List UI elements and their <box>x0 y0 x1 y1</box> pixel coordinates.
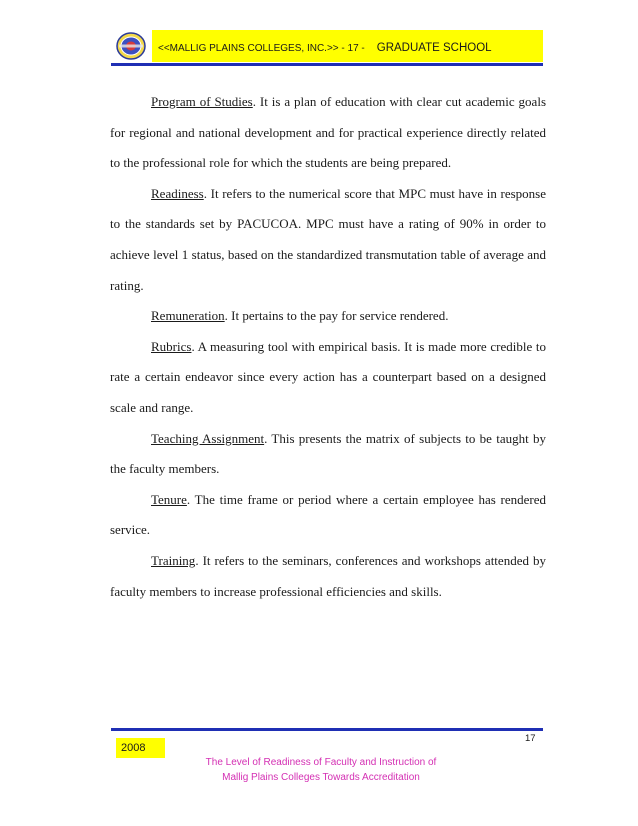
definitions-body <box>110 87 546 607</box>
definition-text: . A measuring tool with empirical basis. It is made more credible to rate a certain endeavor since every action has a counterpart based on a designed scale and range. <box>110 338 546 415</box>
definition-text: . The time frame or period where a certain employee has rendered service. <box>110 491 546 538</box>
definition-entry <box>110 301 546 332</box>
definition-text: . It refers to the numerical score that MPC must have in response to the standards set by PACUCOA. MPC must have a rating of 90% in order to achieve level 1 status, based on the standardized transmutation table of average and rating. <box>110 185 546 293</box>
header-school: GRADUATE SCHOOL <box>376 42 492 54</box>
definition-term: Readiness <box>151 185 204 201</box>
footer-title-line: Mallig Plains Colleges Towards Accreditation <box>222 772 420 783</box>
definition-entry <box>110 485 546 546</box>
school-seal-icon <box>116 32 146 60</box>
footer-title <box>176 755 466 785</box>
header-institution: <<MALLIG PLAINS COLLEGES, INC.>> - 17 - <box>158 43 365 54</box>
footer-year: 2008 <box>116 738 165 758</box>
definition-text: . It pertains to the pay for service rendered. <box>224 308 449 324</box>
definition-term: Tenure <box>151 491 187 507</box>
page-header <box>111 30 543 66</box>
definition-entry <box>110 424 546 485</box>
definition-entry <box>110 87 546 179</box>
footer-title-line: The Level of Readiness of Faculty and Instruction of <box>205 757 437 768</box>
definition-term: Remuneration <box>151 308 225 324</box>
definition-entry <box>110 332 546 424</box>
definition-text: . It is a plan of education with clear cut academic goals for regional and national development and for practical experience directly related to the professional role for which the students are being prepared. <box>110 94 546 171</box>
header-rule <box>111 63 543 66</box>
definition-term: Teaching Assignment <box>151 430 265 446</box>
header-banner <box>152 30 543 62</box>
definition-term: Rubrics <box>151 338 192 354</box>
definition-entry <box>110 546 546 607</box>
definition-text: . It refers to the seminars, conferences and workshops attended by faculty members to increase professional efficiencies and skills. <box>110 552 546 599</box>
definition-term: Training <box>151 552 196 568</box>
page-number: 17 <box>525 733 536 744</box>
definition-entry <box>110 179 546 301</box>
definition-term: Program of Studies <box>151 94 253 109</box>
footer-rule <box>111 728 543 731</box>
definition-text: . This presents the matrix of subjects to be taught by the faculty members. <box>110 430 546 477</box>
